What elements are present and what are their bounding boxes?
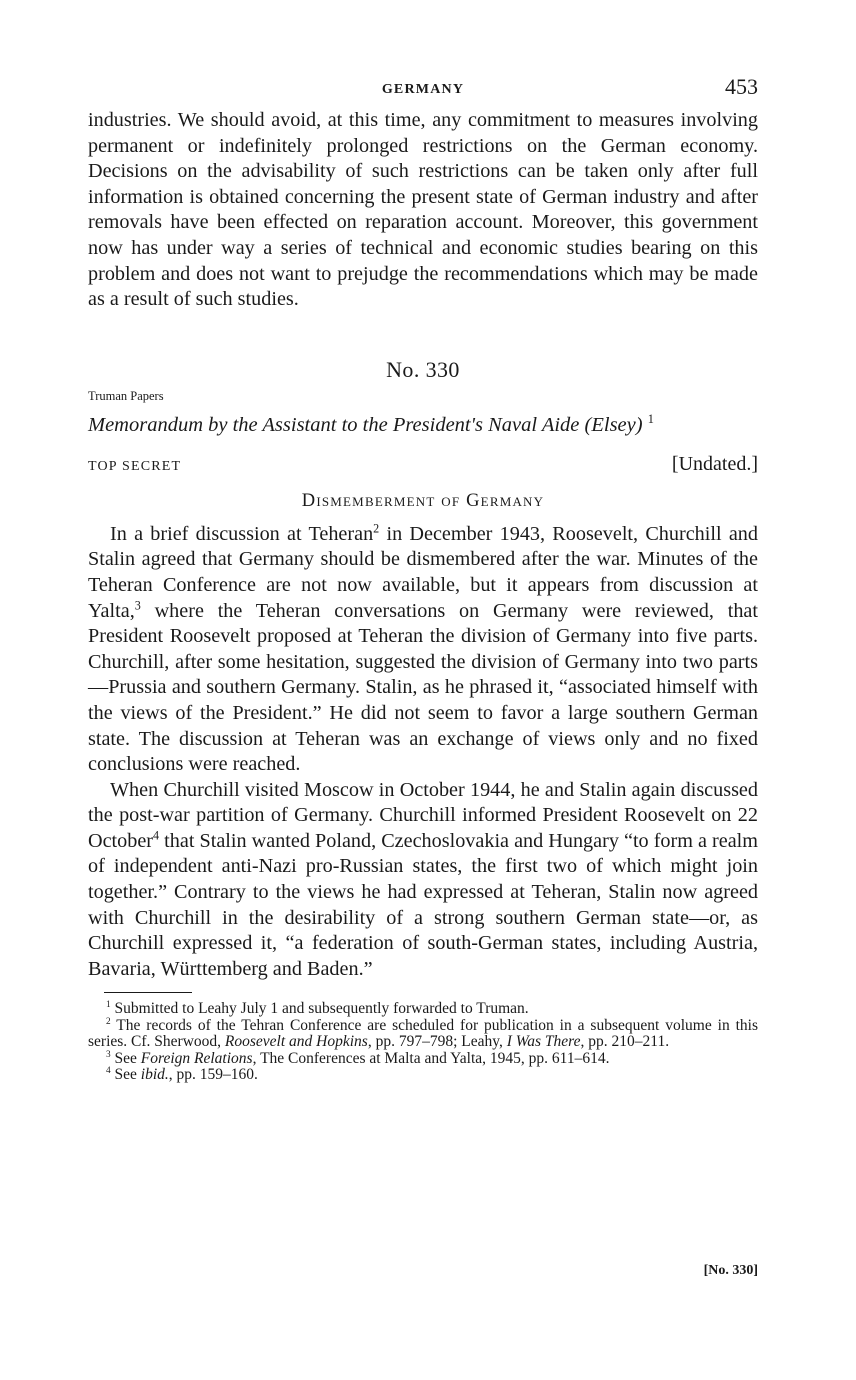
footnote-ref-4: 4 <box>153 828 160 843</box>
footnote-2-number: 2 <box>106 1016 111 1027</box>
footnote-3-text-a: See <box>110 1049 141 1067</box>
footnote-2-title-1: Roosevelt and Hopkins <box>224 1033 368 1051</box>
footnote-3-number: 3 <box>106 1049 111 1060</box>
footnote-2-text-b: , pp. 797–798; Leahy, <box>367 1033 507 1051</box>
document-title-text: Memorandum by the Assistant to the President's Naval Aide <box>88 413 580 436</box>
footnote-3-title: Foreign Relations <box>140 1049 253 1067</box>
p1-text-a: In a brief discussion at Teheran <box>110 522 374 545</box>
footnote-3 <box>88 1051 758 1068</box>
document-date: [Undated.] <box>671 452 758 475</box>
continuation-paragraph: industries. We should avoid, at this time, any commitment to measures involving permanent or indefinitely prolonged restrictions on the German economy. Decisions on the advisability of such restrictions can be taken only after full information is obtained concerning the present state of German industry and after removals have been effected on reparation account. Moreover, this government now has under way a series of technical and economic studies bearing on this problem and does not want to prejudge the recommendations which may be made as a result of such studies. <box>88 109 758 311</box>
document-title <box>88 411 758 437</box>
footnote-2-text-c: , pp. 210–211. <box>580 1033 670 1051</box>
footnote-ref-2: 2 <box>373 521 380 536</box>
document-author: (Elsey) <box>584 413 643 436</box>
p2-text-a: When Churchill visited Moscow in October 1944, he and Stalin again discussed the post-war partition of Germany. Churchill informed President Roosevelt on 22 October <box>88 778 758 852</box>
footnote-divider <box>104 992 192 993</box>
document-page <box>88 72 758 1278</box>
footnote-4 <box>88 1067 758 1084</box>
footnote-2-text-a: The records of the Tehran Conference are scheduled for publication in a subsequent volume in this series. Cf. Sherwood, <box>88 1016 758 1051</box>
classification-line <box>88 453 758 479</box>
footnote-4-text-a: See <box>110 1066 141 1084</box>
footer-reference: [No. 330] <box>703 1263 758 1278</box>
body-paragraph-2 <box>88 778 758 983</box>
footnote-2 <box>88 1018 758 1051</box>
footnote-4-text-b: , pp. 159–160. <box>168 1066 258 1084</box>
footnote-1 <box>88 1001 758 1018</box>
page-number: 453 <box>725 74 758 99</box>
body-paragraph-1 <box>88 522 758 778</box>
footnotes <box>88 1001 758 1084</box>
footnote-4-number: 4 <box>106 1066 111 1077</box>
classification: TOP SECRET <box>88 458 182 474</box>
page-header <box>88 72 758 108</box>
footnote-1-text: Submitted to Leahy July 1 and subsequently forwarded to Truman. <box>110 1000 529 1018</box>
document-source: Truman Papers <box>88 388 164 403</box>
p1-text-b: in December 1943, Roosevelt, Churchill and Stalin agreed that Germany should be dismembered after the war. Minutes of the Teheran Conference are not now available, but it appears from discussion at Yalta, <box>88 522 758 622</box>
footnote-ref-3: 3 <box>134 597 141 612</box>
footnote-1-number: 1 <box>106 1000 111 1011</box>
footnote-3-text-b: , The Conferences at Malta and Yalta, 1945, pp. 611–614. <box>252 1049 610 1067</box>
running-head: GERMANY <box>381 82 465 97</box>
footnote-ref-1: 1 <box>647 411 654 426</box>
footnote-4-title: ibid. <box>140 1066 169 1084</box>
footnote-2-title-2: I Was There <box>506 1033 581 1051</box>
document-number: No. 330 <box>386 356 460 382</box>
section-heading: Dismemberment of Germany <box>301 490 545 511</box>
p2-text-b: that Stalin wanted Poland, Czechoslovakia and Hungary “to form a realm of independent anti-Nazi pro-Russian states, the first two of which might join together.” Contrary to the views he had expressed at Teheran, Stalin now agreed with Churchill in the desirability of a strong southern German state—or, as Churchill expressed it, “a federation of south-German states, including Austria, Bavaria, Württemberg and Baden.” <box>88 829 758 980</box>
p1-text-c: where the Teheran conversations on Germany were reviewed, that President Roosevelt proposed at Teheran the division of Germany into five parts. Churchill, after some hesitation, suggested the division of Germany into two parts—Prussia and southern Germany. Stalin, as he phrased it, “associated himself with the views of the President.” He did not seem to favor a large southern German state. The discussion at Teheran was an exchange of views only and no fixed conclusions were reached. <box>88 599 758 776</box>
